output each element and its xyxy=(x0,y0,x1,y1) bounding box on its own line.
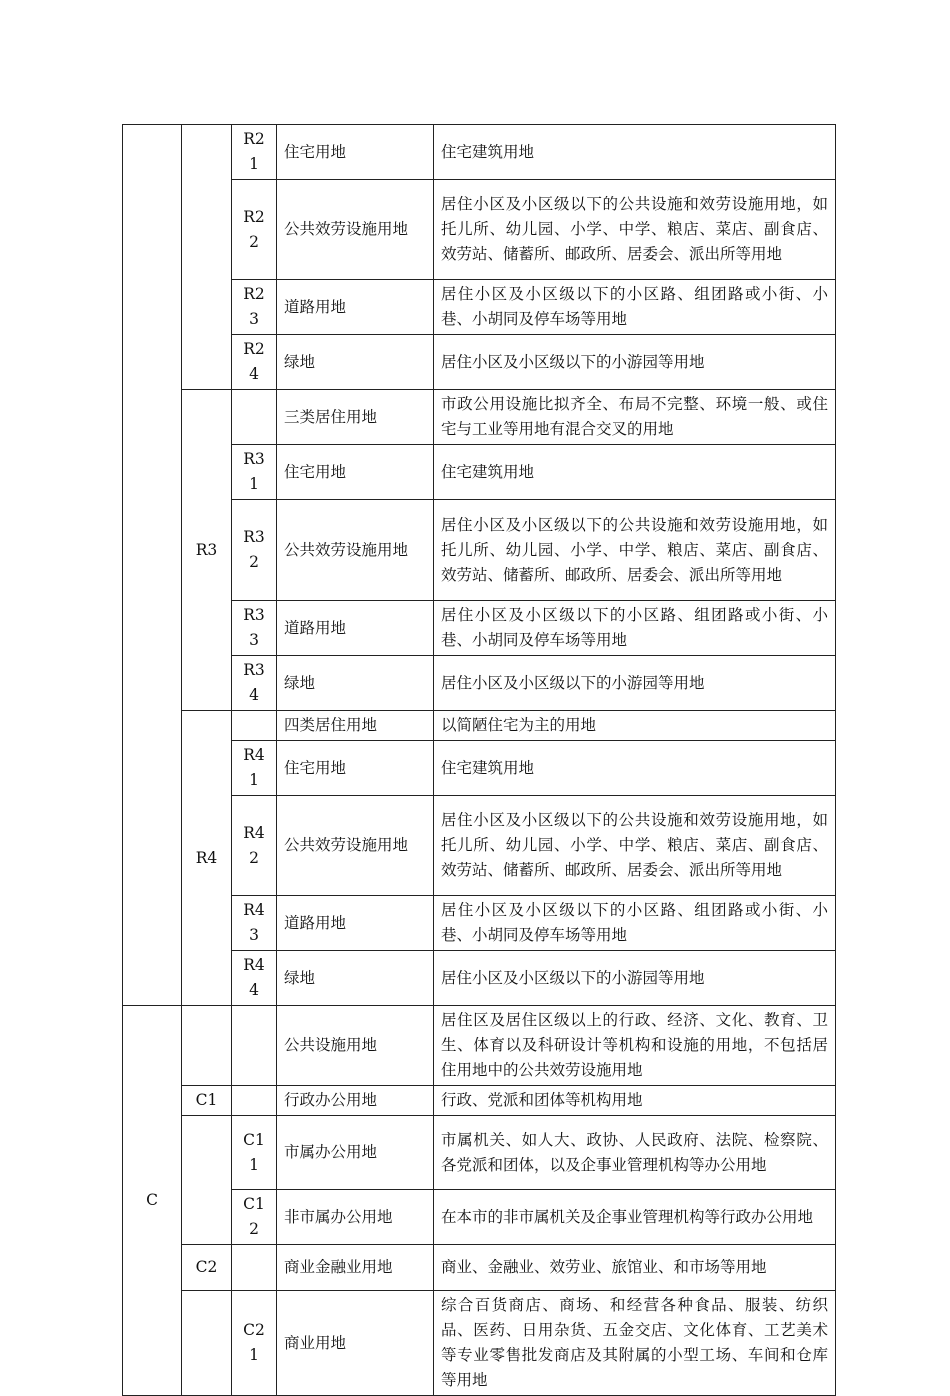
desc-cell: 居住小区及小区级以下的公共设施和效劳设施用地，如托儿所、幼儿园、小学、中学、粮店、菜店、副食店、效劳站、储蓄所、邮政所、居委会、派出所等用地 xyxy=(434,796,836,896)
name-cell: 道路用地 xyxy=(277,601,434,656)
code-cell: C11 xyxy=(232,1116,277,1190)
name-cell: 四类居住用地 xyxy=(277,711,434,741)
desc-cell: 商业、金融业、效劳业、旅馆业、和市场等用地 xyxy=(434,1245,836,1291)
desc-cell: 住宅建筑用地 xyxy=(434,125,836,180)
name-cell: 公共效劳设施用地 xyxy=(277,180,434,280)
code-cell xyxy=(232,1086,277,1116)
code-cell: R34 xyxy=(232,656,277,711)
mid-class-cell-r2 xyxy=(182,125,232,390)
major-class-cell: C xyxy=(123,1006,182,1396)
name-cell: 住宅用地 xyxy=(277,741,434,796)
table-row xyxy=(123,1006,836,1086)
code-cell: R24 xyxy=(232,335,277,390)
desc-cell: 居住区及居住区级以上的行政、经济、文化、教育、卫生、体育以及科研设计等机构和设施的用地，不包括居住用地中的公共效劳设施用地 xyxy=(434,1006,836,1086)
desc-cell: 市政公用设施比拟齐全、布局不完整、环境一般、或住宅与工业等用地有混合交叉的用地 xyxy=(434,390,836,445)
code-cell: R21 xyxy=(232,125,277,180)
code-cell: R32 xyxy=(232,500,277,601)
name-cell: 非市属办公用地 xyxy=(277,1190,434,1245)
name-cell: 公共效劳设施用地 xyxy=(277,796,434,896)
desc-cell: 居住小区及小区级以下的小游园等用地 xyxy=(434,656,836,711)
code-cell xyxy=(232,1006,277,1086)
desc-cell: 居住小区及小区级以下的公共设施和效劳设施用地，如托儿所、幼儿园、小学、中学、粮店、菜店、副食店、效劳站、储蓄所、邮政所、居委会、派出所等用地 xyxy=(434,180,836,280)
code-cell: R42 xyxy=(232,796,277,896)
code-cell: R44 xyxy=(232,951,277,1006)
mid-class-cell xyxy=(182,1006,232,1086)
table-row xyxy=(123,390,836,445)
desc-cell: 住宅建筑用地 xyxy=(434,741,836,796)
table-row xyxy=(123,1086,836,1116)
code-cell: C12 xyxy=(232,1190,277,1245)
desc-cell: 住宅建筑用地 xyxy=(434,445,836,500)
major-class-cell-residential xyxy=(123,125,182,1006)
code-cell xyxy=(232,390,277,445)
desc-cell: 以简陋住宅为主的用地 xyxy=(434,711,836,741)
code-cell xyxy=(232,711,277,741)
name-cell: 公共设施用地 xyxy=(277,1006,434,1086)
code-cell: R41 xyxy=(232,741,277,796)
mid-class-cell: C1 xyxy=(182,1086,232,1116)
name-cell: 住宅用地 xyxy=(277,445,434,500)
code-cell: C21 xyxy=(232,1291,277,1396)
table-row xyxy=(123,1245,836,1291)
name-cell: 行政办公用地 xyxy=(277,1086,434,1116)
desc-cell: 居住小区及小区级以下的公共设施和效劳设施用地，如托儿所、幼儿园、小学、中学、粮店、菜店、副食店、效劳站、储蓄所、邮政所、居委会、派出所等用地 xyxy=(434,500,836,601)
name-cell: 商业金融业用地 xyxy=(277,1245,434,1291)
mid-class-cell: C2 xyxy=(182,1245,232,1291)
code-cell: R31 xyxy=(232,445,277,500)
mid-class-cell: R3 xyxy=(182,390,232,711)
mid-class-cell-c1-children xyxy=(182,1116,232,1245)
table-row xyxy=(123,1291,836,1396)
mid-class-cell xyxy=(182,1291,232,1396)
desc-cell: 居住小区及小区级以下的小区路、组团路或小街、小巷、小胡同及停车场等用地 xyxy=(434,601,836,656)
name-cell: 绿地 xyxy=(277,656,434,711)
name-cell: 住宅用地 xyxy=(277,125,434,180)
table-row xyxy=(123,125,836,180)
code-cell xyxy=(232,1245,277,1291)
desc-cell: 居住小区及小区级以下的小游园等用地 xyxy=(434,335,836,390)
code-cell: R43 xyxy=(232,896,277,951)
code-cell: R22 xyxy=(232,180,277,280)
desc-cell: 行政、党派和团体等机构用地 xyxy=(434,1086,836,1116)
name-cell: 道路用地 xyxy=(277,896,434,951)
table-row xyxy=(123,1116,836,1190)
code-cell: R33 xyxy=(232,601,277,656)
desc-cell: 居住小区及小区级以下的小游园等用地 xyxy=(434,951,836,1006)
name-cell: 道路用地 xyxy=(277,280,434,335)
name-cell: 三类居住用地 xyxy=(277,390,434,445)
name-cell: 绿地 xyxy=(277,951,434,1006)
desc-cell: 居住小区及小区级以下的小区路、组团路或小街、小巷、小胡同及停车场等用地 xyxy=(434,280,836,335)
desc-cell: 市属机关、如人大、政协、人民政府、法院、检察院、各党派和团体，以及企事业管理机构等办公用地 xyxy=(434,1116,836,1190)
desc-cell: 综合百货商店、商场、和经营各种食品、服装、纺织品、医药、日用杂货、五金交店、文化体育、工艺美术等专业零售批发商店及其附属的小型工场、车间和仓库等用地 xyxy=(434,1291,836,1396)
name-cell: 公共效劳设施用地 xyxy=(277,500,434,601)
mid-class-cell: R4 xyxy=(182,711,232,1006)
name-cell: 绿地 xyxy=(277,335,434,390)
code-cell: R23 xyxy=(232,280,277,335)
land-use-classification-table xyxy=(122,124,836,1396)
name-cell: 商业用地 xyxy=(277,1291,434,1396)
desc-cell: 居住小区及小区级以下的小区路、组团路或小街、小巷、小胡同及停车场等用地 xyxy=(434,896,836,951)
desc-cell: 在本市的非市属机关及企事业管理机构等行政办公用地 xyxy=(434,1190,836,1245)
table-row xyxy=(123,711,836,741)
name-cell: 市属办公用地 xyxy=(277,1116,434,1190)
